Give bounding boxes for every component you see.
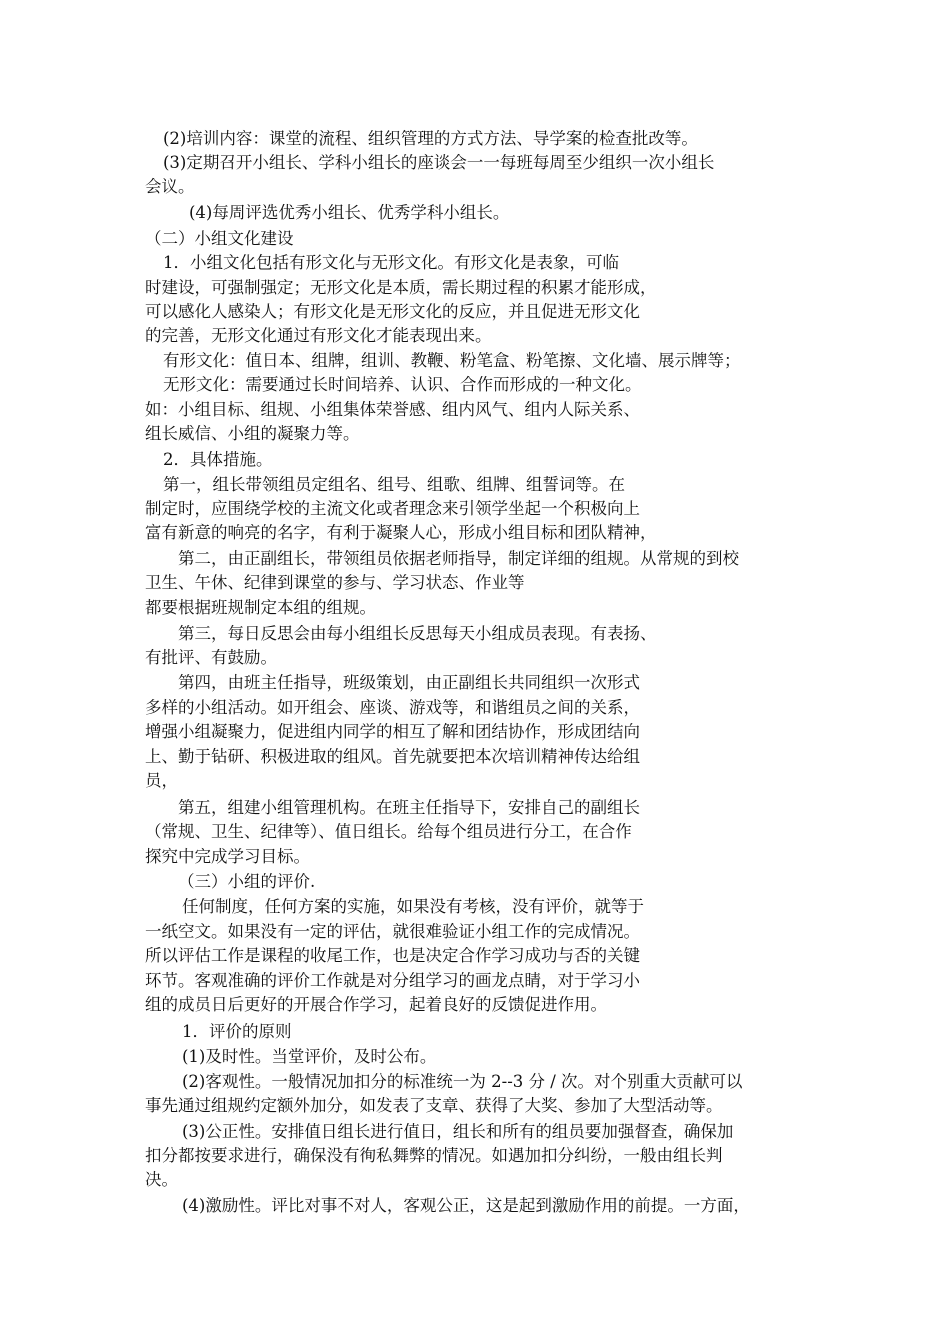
- text-line: 的完善，无形文化通过有形文化才能表现出来。: [145, 326, 492, 345]
- text-line: 上、勤于钻研、积极进取的组风。首先就要把本次培训精神传达给组: [145, 747, 640, 766]
- text-line: (3)公正性。安排值日组长进行值日，组长和所有的组员要加强督查，确保加: [182, 1122, 734, 1141]
- text-line: 如：小组目标、组规、小组集体荣誉感、组内风气、组内人际关系、: [145, 400, 640, 419]
- text-line: 多样的小组活动。如开组会、座谈、游戏等，和谐组员之间的关系，: [145, 698, 640, 717]
- text-line: 扣分都按要求进行，确保没有徇私舞弊的情况。如遇加扣分纠纷，一般由组长判: [145, 1146, 723, 1165]
- text-line: 组的成员日后更好的开展合作学习，起着良好的反馈促进作用。: [145, 995, 607, 1014]
- text-line: 第一，组长带领组员定组名、组号、组歌、组牌、组誓词等。在: [163, 475, 625, 494]
- text-line: 第三，每日反思会由每小组组长反思每天小组成员表现。有表扬、: [178, 624, 657, 643]
- text-line: 环节。客观准确的评价工作就是对分组学习的画龙点睛，对于学习小: [145, 971, 640, 990]
- text-line: (2)培训内容：课堂的流程、组织管理的方式方法、导学案的检查批改等。: [163, 129, 698, 148]
- text-line: 增强小组凝聚力，促进组内同学的相互了解和团结协作，形成团结向: [145, 722, 640, 741]
- text-line: 第四，由班主任指导，班级策划，由正副组长共同组织一次形式: [178, 673, 640, 692]
- text-line: 时建设，可强制强定；无形文化是本质，需长期过程的积累才能形成，: [145, 278, 657, 297]
- text-line: 会议。: [145, 177, 195, 196]
- text-line: 决。: [145, 1170, 178, 1189]
- section-heading: （二）小组文化建设: [145, 229, 294, 248]
- text-line: 事先通过组规约定额外加分，如发表了支章、获得了大奖、参加了大型活动等。: [145, 1096, 723, 1115]
- text-line: 1．小组文化包括有形文化与无形文化。有形文化是表象，可临: [163, 253, 619, 272]
- text-line: (4)激励性。评比对事不对人，客观公正，这是起到激励作用的前提。一方面，: [182, 1196, 750, 1215]
- text-line: (2)客观性。一般情况加扣分的标准统一为 2--3 分 / 次。对个别重大贡献可以: [182, 1072, 743, 1091]
- text-line: 第二，由正副组长，带领组员依据老师指导，制定详细的组规。从常规的到校: [178, 549, 739, 568]
- text-line: 任何制度，任何方案的实施，如果没有考核，没有评价，就等于: [182, 897, 644, 916]
- text-line: 有形文化：值日本、组牌，组训、教鞭、粉笔盒、粉笔擦、文化墙、展示牌等；: [163, 351, 741, 370]
- text-line: 第五，组建小组管理机构。在班主任指导下，安排自己的副组长: [178, 798, 640, 817]
- text-line: (1)及时性。当堂评价，及时公布。: [182, 1047, 437, 1066]
- text-line: 有批评、有鼓励。: [145, 648, 277, 667]
- text-line: （常规、卫生、纪律等）、值日组长。给每个组员进行分工，在合作: [145, 822, 632, 841]
- text-line: 卫生、午休、纪律到课堂的参与、学习状态、作业等: [145, 573, 525, 592]
- text-line: (4)每周评选优秀小组长、优秀学科小组长。: [189, 203, 510, 222]
- text-line: 探究中完成学习目标。: [145, 847, 310, 866]
- text-line: 组长威信、小组的凝聚力等。: [145, 424, 360, 443]
- text-line: 所以评估工作是课程的收尾工作，也是决定合作学习成功与否的关键: [145, 946, 640, 965]
- text-line: 制定时，应围绕学校的主流文化或者理念来引领学坐起一个积极向上: [145, 499, 640, 518]
- section-heading: （三）小组的评价.: [178, 872, 316, 891]
- text-line: 无形文化：需要通过长时间培养、认识、合作而形成的一种文化。: [163, 375, 642, 394]
- text-line: 都要根据班规制定本组的组规。: [145, 598, 376, 617]
- text-line: 可以感化人感染人；有形文化是无形文化的反应，并且促进无形文化: [145, 302, 640, 321]
- text-line: (3)定期召开小组长、学科小组长的座谈会一一每班每周至少组织一次小组长: [163, 153, 715, 172]
- text-line: 1．评价的原则: [182, 1022, 292, 1041]
- text-line: 员，: [145, 771, 178, 790]
- text-line: 一纸空文。如果没有一定的评估，就很难验证小组工作的完成情况。: [145, 922, 640, 941]
- text-line: 2．具体措施。: [163, 450, 273, 469]
- text-line: 富有新意的响亮的名字，有利于凝聚人心，形成小组目标和团队精神，: [145, 523, 657, 542]
